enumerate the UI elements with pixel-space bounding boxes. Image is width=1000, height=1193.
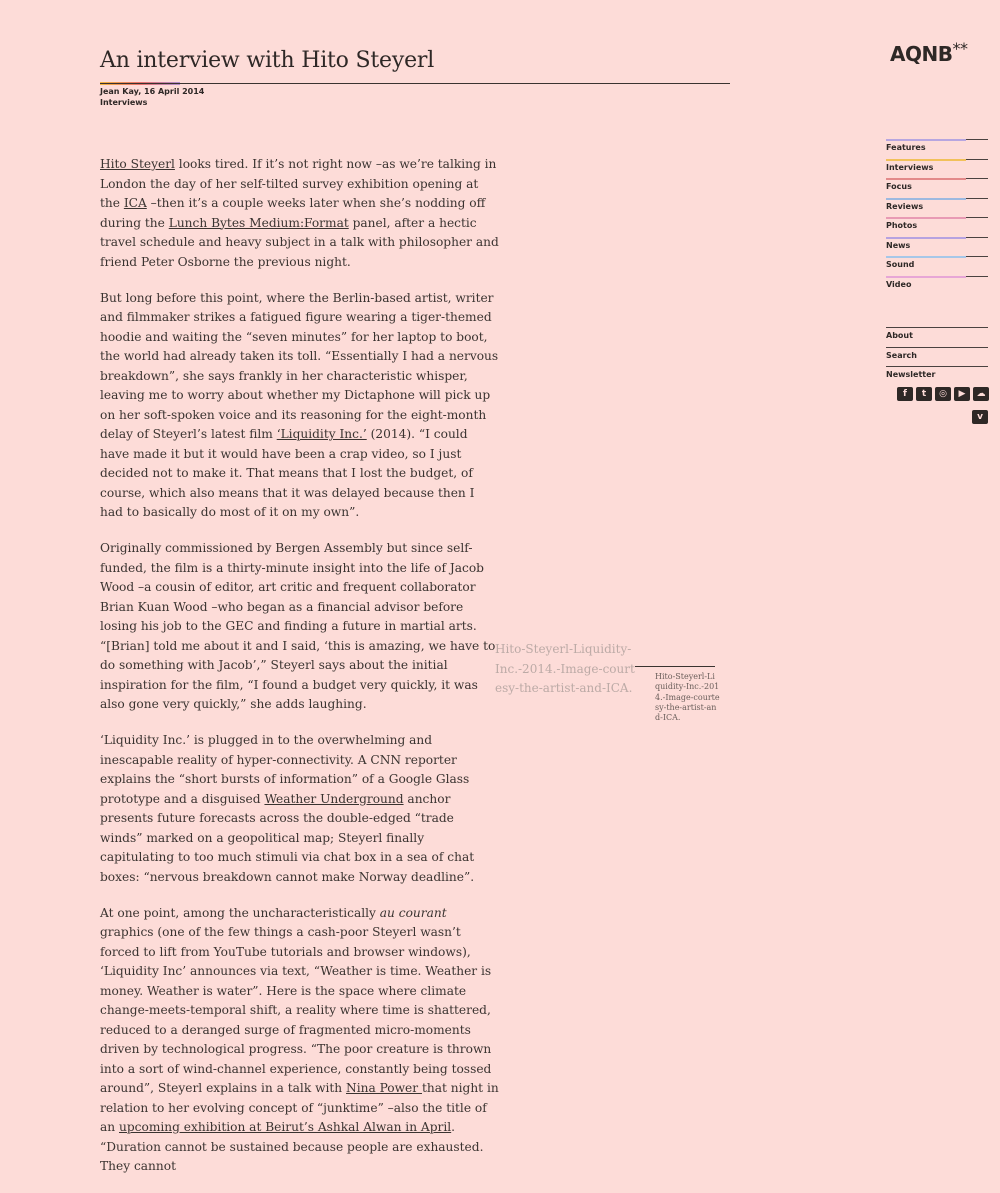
logo-text: AQNB	[890, 42, 953, 66]
paragraph-text: –then it’s a couple weeks later when she’s nodding off during the	[100, 196, 486, 230]
nav-item-sound[interactable]	[886, 256, 988, 276]
instagram-icon[interactable]: ◎	[935, 387, 951, 401]
nav-item-label: Photos	[886, 221, 918, 230]
nav-accent-line	[886, 139, 966, 141]
twitter-icon[interactable]: t	[916, 387, 932, 401]
inline-link[interactable]: upcoming exhibition at Beirut’s Ashkal Alwan in April	[119, 1120, 452, 1134]
nav-item-photos[interactable]	[886, 217, 988, 237]
article-paragraph	[100, 731, 500, 887]
nav-item-news[interactable]	[886, 237, 988, 257]
site-logo[interactable]	[890, 39, 968, 66]
inline-link[interactable]: Lunch Bytes Medium:Format	[168, 215, 349, 230]
emphasis-text: au courant	[379, 905, 447, 920]
nav-item-label: Interviews	[886, 162, 934, 172]
nav-item-label: News	[886, 240, 911, 250]
article-title: An interview with Hito Steyerl	[100, 48, 435, 73]
article-image-alt: Hito-Steyerl-Liquidity-Inc.-2014.-Image-courtesy-the-artist-and-ICA.	[495, 642, 635, 695]
article-meta	[100, 86, 204, 108]
nav-item-focus[interactable]	[886, 178, 988, 198]
nav-accent-line	[886, 256, 966, 258]
section-nav	[886, 139, 988, 295]
article-body	[100, 155, 500, 1193]
paragraph-text: looks tired. If it’s not right now –as we’re talking in London the day of her self-tilted survey exhibition opening at the	[100, 157, 497, 210]
image-caption: Hito-Steyerl-Liquidity-Inc.-2014.-Image-courtesy-the-artist-and-ICA.	[655, 672, 720, 723]
social-links	[897, 387, 989, 401]
article-paragraph	[100, 289, 500, 523]
nav-item-label: Sound	[886, 260, 915, 269]
article-category[interactable]: Interviews	[100, 98, 148, 107]
nav-item-label: Search	[886, 350, 917, 360]
nav-accent-line	[886, 237, 966, 239]
nav-item-label: Features	[886, 143, 926, 152]
youtube-icon[interactable]: ▶	[954, 387, 970, 401]
vimeo-icon[interactable]: v	[972, 410, 988, 424]
article-paragraph	[100, 904, 500, 1177]
nav-accent-line	[886, 276, 966, 278]
article-byline: Jean Kay, 16 April 2014	[100, 87, 205, 96]
inline-link[interactable]: Hito Steyerl	[100, 157, 175, 171]
paragraph-text: Originally commissioned by Bergen Assembly but since self-funded, the film is a thirty-minute insight into the life of Jacob Wood –a cousin of editor, art critic and frequent collaborator Brian Kuan Wood –who began as a financial advisor before losing his job to the GEC and finding a future in martial arts. “[Brian] told me about it and I said, ‘this is amazing, we have to do something with Jacob’,” Steyerl says about the initial inspiration for the film, “I found a budget very quickly, it was also gone very quickly,” she adds laughing.	[100, 541, 496, 711]
article-paragraph	[100, 539, 500, 715]
secondary-nav	[886, 327, 988, 386]
paragraph-text: graphics (one of the few things a cash-poor Steyerl wasn’t forced to lift from YouTube tutorials and browser windows), ‘Liquidity Inc’ announces via text, “Weather is time. Weather is money. Weather is water”. Here is the space where climate change-meets-temporal shift, a reality where time is shattered, reduced to a deranged surge of fragmented micro-moments driven by technological progress. “The poor creature is thrown into a sort of wind-channel experience, constantly being tossed around”, Steyerl explains in a talk with	[100, 925, 492, 1095]
social-links-extra	[972, 410, 988, 424]
nav-item-label: Video	[886, 279, 912, 289]
soundcloud-icon[interactable]: ☁	[973, 387, 989, 401]
nav-item-label: Reviews	[886, 201, 924, 211]
nav-accent-line	[886, 198, 966, 200]
paragraph-text: At one point, among the uncharacteristically	[100, 905, 380, 920]
nav-accent-line	[886, 178, 966, 180]
paragraph-text: (2014). “I could have made it but it would have been a crap video, so I just decided not to make it. That means that I lost the budget, of course, which also means that it was delayed because then I had to basically do most of it on my own”.	[100, 427, 475, 519]
paragraph-text: panel, after a hectic travel schedule and heavy subject in a talk with philosopher and friend Peter Osborne the previous night.	[100, 215, 499, 269]
nav-item-about[interactable]	[886, 327, 988, 347]
paragraph-text: ‘Liquidity Inc.’ is plugged in to the overwhelming and inescapable reality of hyper-connectivity. A CNN reporter explains the “short bursts of information” of a Google Glass prototype and a disguised	[100, 733, 470, 806]
caption-divider	[635, 666, 715, 667]
paragraph-text: . “Duration cannot be sustained because people are exhausted. They cannot	[100, 1120, 484, 1173]
nav-item-label: Newsletter	[886, 370, 936, 379]
paragraph-text: that night in relation to her evolving concept of “junktime” –also the title of an	[100, 1081, 499, 1134]
nav-item-label: About	[886, 331, 913, 340]
inline-link[interactable]: Nina Power	[346, 1081, 422, 1095]
inline-link[interactable]: Weather Underground	[264, 791, 404, 806]
article-paragraph	[100, 155, 500, 272]
paragraph-text: But long before this point, where the Berlin-based artist, writer and filmmaker strikes a fatigued figure wearing a tiger-themed hoodie and waiting the “seven minutes” for her laptop to boot, the world had already taken its toll. “Essentially I had a nervous breakdown”, she says frankly in her characteristic whisper, leaving me to worry about whether my Dictaphone will pick up on her soft-spoken voice and its reasoning for the eight-month delay of Steyerl’s latest film	[100, 290, 499, 441]
nav-item-newsletter[interactable]	[886, 366, 988, 386]
paragraph-text: anchor presents future forecasts across the double-edged “trade winds” marked on a geopolitical map; Steyerl finally capitulating to too much stimuli via chat box in a sea of chat boxes: “nervous breakdown cannot make Norway deadline”.	[100, 791, 475, 884]
inline-link[interactable]: ‘Liquidity Inc.’	[276, 427, 367, 441]
title-divider	[100, 83, 730, 84]
nav-accent-line	[886, 217, 966, 219]
nav-accent-line	[886, 159, 966, 161]
nav-item-features[interactable]	[886, 139, 988, 159]
nav-item-interviews[interactable]	[886, 159, 988, 179]
nav-item-label: Focus	[886, 182, 912, 191]
logo-stars: **	[952, 39, 968, 58]
inline-link[interactable]: ICA	[123, 196, 147, 210]
nav-item-search[interactable]	[886, 347, 988, 367]
facebook-icon[interactable]: f	[897, 387, 913, 401]
nav-item-video[interactable]	[886, 276, 988, 296]
nav-item-reviews[interactable]	[886, 198, 988, 218]
